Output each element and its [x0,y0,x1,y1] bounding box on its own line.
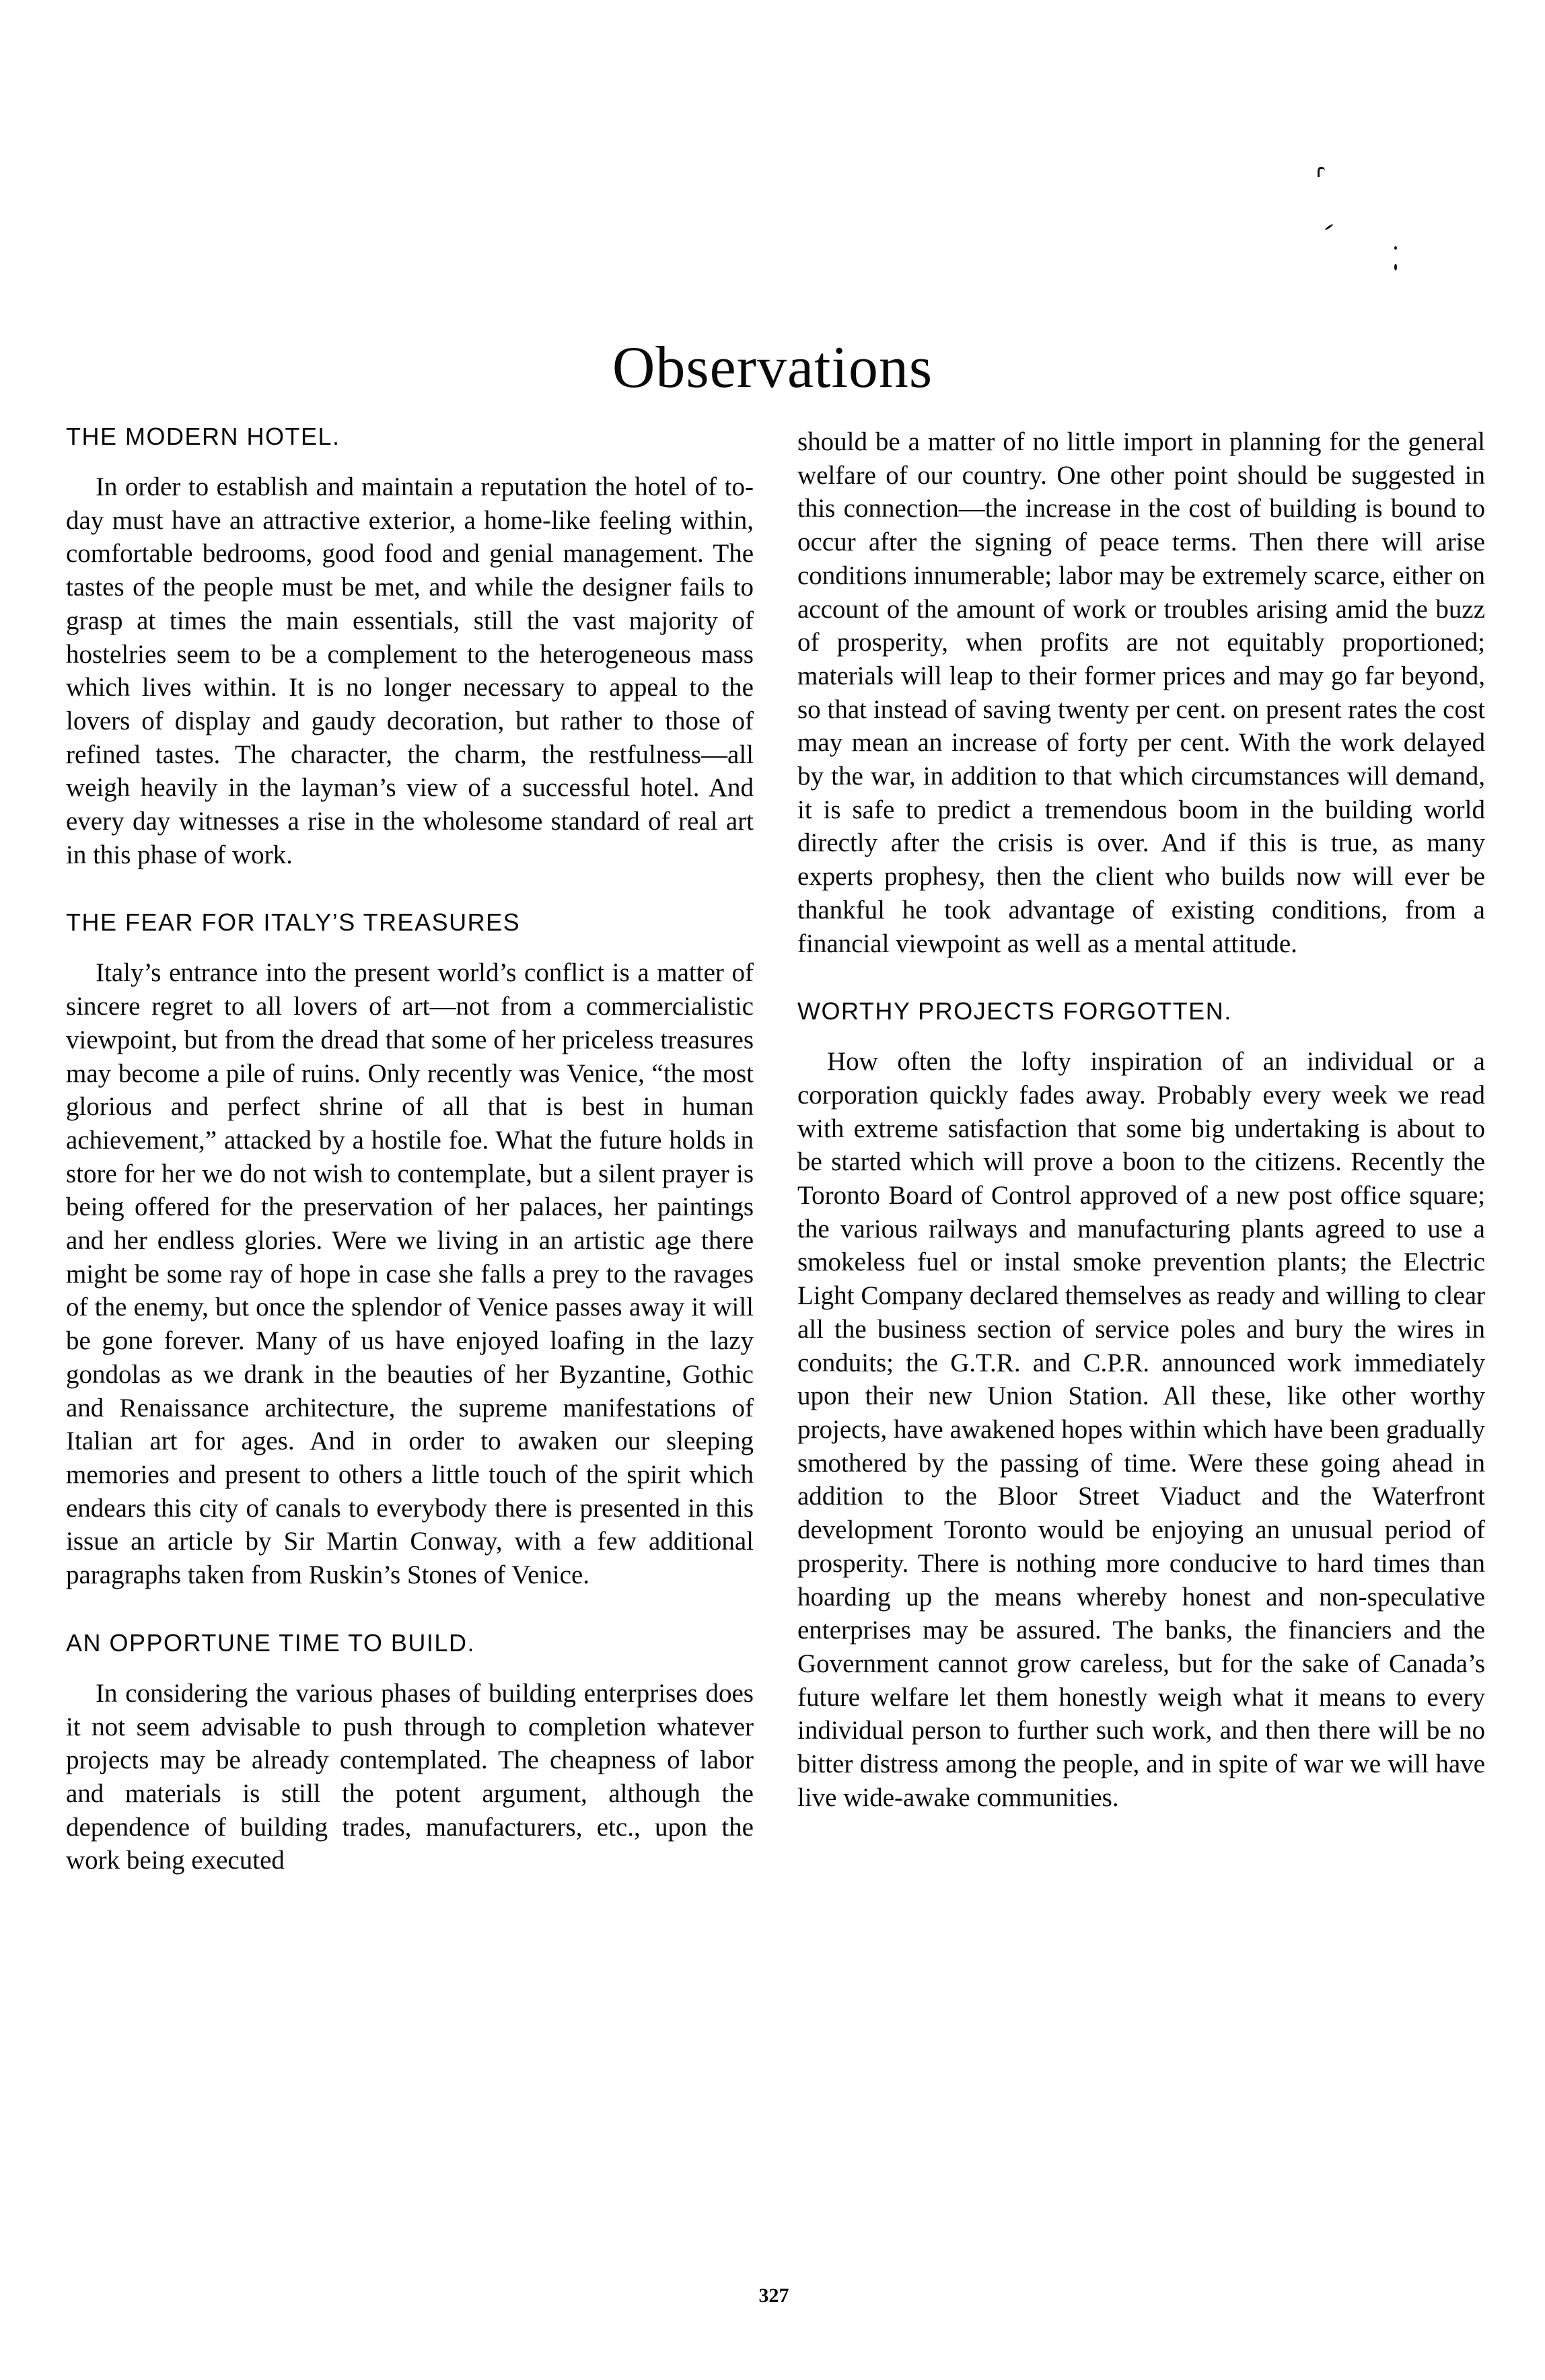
left-column [66,421,754,1912]
article-opportune-time-continued [797,425,1485,960]
article-italys-treasures [66,906,754,1591]
section-heading: THE MODERN HOTEL. [66,423,340,450]
continued-paragraph: should be a matter of no little import in planning for the general welfare of our country. One other point should be suggested in this connection—the increase in the cost of building is bound to occur after the signing of peace terms. Then there will arise conditions innumerable; labor may be extremely scarce, either on account of the amount of work or troubles arising amid the buzz of prosperity, when profits are not equitably proportioned; materials will leap to their former prices and may go far beyond, so that instead of saving twenty per cent. on present rates the cost may mean an increase of forty per cent. With the work delayed by the war, in addition to that which circumstances will demand, it is safe to predict a tremendous boom in the building world directly after the crisis is over. And if this is true, as many experts prophesy, then the client who builds now will ever be thankful he took advantage of existing conditions, from a financial viewpoint as well as a mental attitude. [797,427,1485,958]
scan-speck [1318,167,1325,177]
section-paragraph: How often the lofty inspiration of an individual or a corporation quickly fades away. Probably every week we read with extreme satisfaction that some big undertaking is about to be started which will prove a boon to the citizens. Recently the Toronto Board of Control approved of a new post office square; the various railways and manufacturing plants agreed to use a smokeless fuel or instal smoke prevention plants; the Electric Light Company declared themselves as ready and willing to clear all the business section of service poles and bury the wires in conduits; the G.T.R. and C.P.R. announced work immediately upon their new Union Station. All these, like other worthy projects, have awakened hopes within which have been gradually smothered by the passing of time. Were these going ahead in addition to the Bloor Street Viaduct and the Waterfront development Toronto would be enjoying an unusual period of prosperity. There is nothing more conducive to hard times than hoarding up the means whereby honest and non-speculative enterprises may be assured. The banks, the financiers and the Government cannot grow careless, but for the sake of Canada’s future welfare let them honestly weigh what it means to every individual person to further such work, and then there will be no bitter distress among the people, and in spite of war we will have live wide-awake communities. [797,1047,1485,1812]
section-heading: THE FEAR FOR ITALY’S TREASURES [66,908,521,937]
scan-speck [1394,264,1397,271]
article-worthy-projects [797,995,1485,1814]
page-number: 327 [758,2284,789,2307]
right-column [797,425,1485,1849]
section-heading: WORTHY PROJECTS FORGOTTEN. [797,997,1232,1025]
section-paragraph: In considering the various phases of building enterprises does it not seem advisable to push through to completion whatever projects may be already contemplated. The cheapness of labor and materials is still the potent argument, although the dependence of building trades, manufacturers, etc., upon the work being executed [66,1678,754,1875]
page-title: Observations [612,334,933,400]
scan-speck [1324,223,1333,230]
section-heading: AN OPPORTUNE TIME TO BUILD. [66,1628,475,1657]
section-paragraph: Italy’s entrance into the present world’s conflict is a matter of sincere regret to all lovers of art—not from a commercialistic viewpoint, but from the dread that some of her priceless treasures may become a pile of ruins. Only recently was Venice, “the most glorious and perfect shrine of all that is best in human achievement,” attacked by a hostile foe. What the future holds in store for her we do not wish to contemplate, but a silent prayer is being offered for the preservation of her palaces, her paintings and her endless glories. Were we living in an artistic age there might be some ray of hope in case she falls a prey to the ravages of the enemy, but once the splendor of Venice passes away it will be gone forever. Many of us have enjoyed loafing in the lazy gondolas as we drank in the beauties of her Byzantine, Gothic and Renaissance architecture, the supreme manifestations of Italian art for ages. And in order to awaken our sleeping memories and present to others a little touch of the spirit which endears this city of canals to everybody there is presented in this issue an article by Sir Martin Conway, with a few additional paragraphs taken from Ruskin’s Stones of Venice. [66,958,754,1590]
section-paragraph: In order to establish and maintain a reputation the hotel of to-day must have an attractive exterior, a home-like feeling within, comfortable bedrooms, good food and genial management. The tastes of the people must be met, and while the designer fails to grasp at times the main essentials, still the vast majority of hostelries seem to be a complement to the heterogeneous mass which lives within. It is no longer necessary to appeal to the lovers of display and gaudy decoration, but rather to those of refined tastes. The character, the charm, the restfulness—all weigh heavily in the layman’s view of a successful hotel. And every day witnesses a rise in the wholesome standard of real art in this phase of work. [66,472,754,869]
scan-speck [1394,246,1397,250]
article-opportune-time [66,1627,754,1877]
article-modern-hotel [66,421,754,871]
